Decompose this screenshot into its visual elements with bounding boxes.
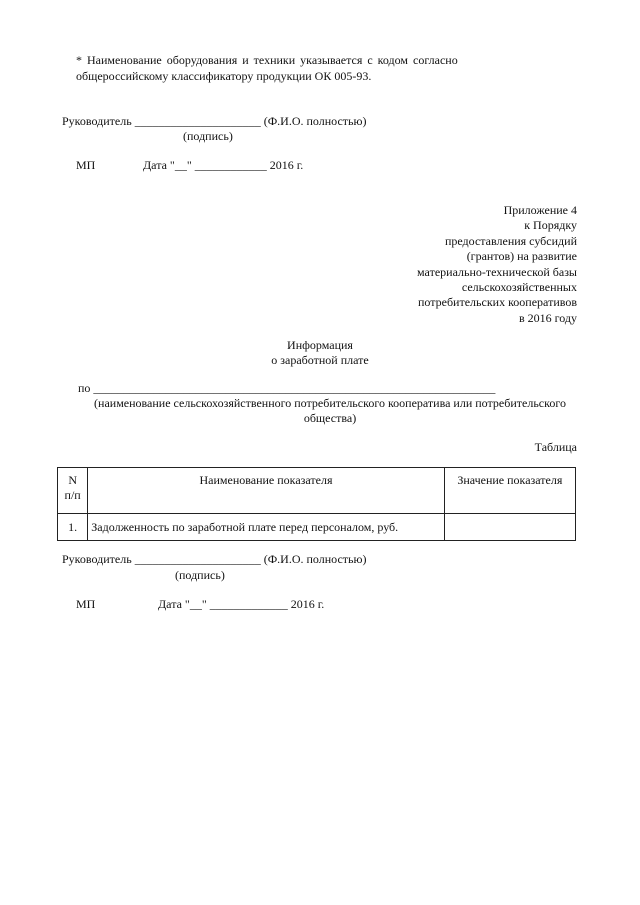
signature-blank-field: _____________________ [134,552,261,566]
appendix-line: сельскохозяйственных [461,280,577,295]
footnote-line-2: общероссийскому классификатору продукции ОК 005-93. [76,69,372,83]
cell-name: Задолженность по заработной плате перед персоналом, руб. [88,514,444,541]
header-value: Значение показателя [444,468,575,514]
signature-blank-field: _____________________ [134,114,261,128]
appendix-line: потребительских кооперативов [417,295,577,310]
appendix-line: к Порядку [524,218,577,233]
signature-label: Руководитель [62,114,132,128]
stamp-mark-top: МП [76,158,96,172]
signature-name-note: (Ф.И.О. полностью) [263,552,367,566]
footnote-line-1: * Наименование оборудования и техники указывается с кодом согласно [76,53,458,67]
header-number [58,468,88,514]
appendix-line: (грантов) на развитие [466,249,577,264]
document-title [0,338,640,368]
date-field-top: Дата "__" ____________ 2016 г. [143,158,304,172]
header-number-line-2: п/п [64,488,81,502]
organization-caption: (наименование сельскохозяйственного потребительского кооператива или потребительского общества) [94,396,566,425]
organization-blank-field: ___________________________________________________________________ [93,381,496,395]
signature-label: Руководитель [62,552,132,566]
cell-number: 1. [58,514,88,541]
table-row [58,514,576,541]
organization-prefix: по [78,381,91,395]
header-number-line-1: N [68,473,77,487]
signature-row-top [62,114,367,129]
signature-caption-bottom: (подпись) [175,568,225,582]
appendix-line: Приложение 4 [503,203,577,217]
appendix-line: предоставления субсидий [444,233,577,248]
signature-caption-top: (подпись) [183,129,233,143]
stamp-mark-bottom: МП [76,597,96,611]
date-field-bottom: Дата "__" _____________ 2016 г. [158,597,325,611]
organization-row [78,381,495,396]
title-line-2: о заработной плате [271,353,369,367]
title-line-1: Информация [287,338,353,352]
signature-row-bottom [62,552,367,567]
header-name: Наименование показателя [88,468,444,514]
cell-value[interactable] [444,514,575,541]
table-label: Таблица [534,440,577,454]
table-header-row [58,468,576,514]
appendix-line: в 2016 году [518,310,577,325]
appendix-header [417,203,577,326]
appendix-line: материально-технической базы [417,264,577,279]
signature-name-note: (Ф.И.О. полностью) [263,114,367,128]
info-table [57,467,576,541]
